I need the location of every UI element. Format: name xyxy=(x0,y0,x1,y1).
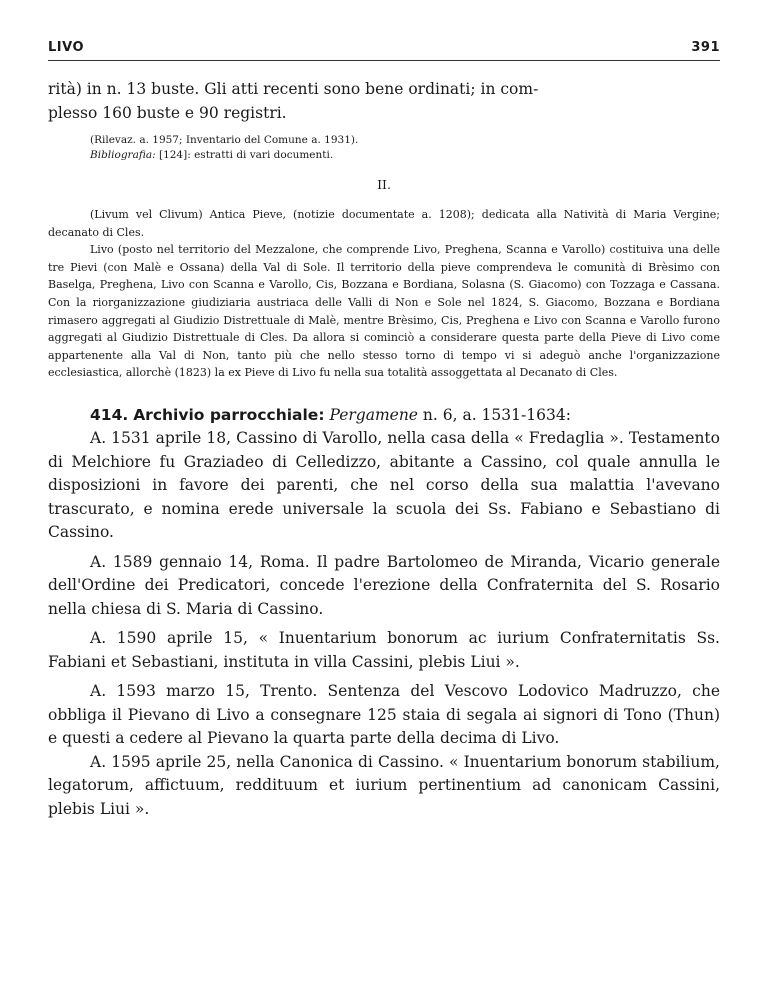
archive-summary: n. 6, a. 1531-1634: xyxy=(417,405,571,424)
archive-entry-1589: A. 1589 gennaio 14, Roma. Il padre Bartolomeo de Miranda, Vicario generale dell'Ordine dei Predicatori, concede l'erezione della Confraternita del S. Rosario nella chiesa di S. Maria di Cassino. xyxy=(48,552,720,618)
archive-entry-1531: A. 1531 aprile 18, Cassino di Varollo, nella casa della « Fredaglia ». Testamento di Melchiore fu Graziadeo di Celledizzo, abitante a Cassino, col quale annulla le disposizioni in favore dei parenti, che nel corso della sua malattia l'avevano trascurato, e nomina erede universale la scuola dei Ss. Fabiano e Sebastiano di Cassino. xyxy=(48,429,720,542)
section-ii-paragraph-2: Livo (posto nel territorio del Mezzalone, che comprende Livo, Preghena, Scanna e Varollo) costituiva una delle tre Pievi (con Malè e Ossana) della Val di Sole. Il territorio della pieve comprendeva le comunità di Brèsimo con Baselga, Preghena, Livo con Scanna e Varollo, Cis, Bozzana e Bordiana, Solasna (S. Giacomo) con Tozzaga e Cassana. Con la riorganizzazione giudiziaria austriaca delle Valli di Non e Sole nel 1824, S. Giacomo, Bozzana e Bordiana rimasero aggregati al Giudizio Distrettuale di Malè, mentre Brèsimo, Cis, Preghena e Livo con Scanna e Varollo furono aggregati al Giudizio Distrettuale di Cles. Da allora si cominciò a considerare questa parte della Pieve di Livo come appartenente alla Val di Non, tanto più che nello stesso torno di tempo vi si adeguò anche l'organizzazione ecclesiastica, allorchè (1823) la ex Pieve di Livo fu nella sua totalità assoggettata al Decanato di Cles. xyxy=(48,243,720,380)
bibliography-note xyxy=(90,148,720,163)
archive-number: 414. xyxy=(90,405,129,424)
bibliography-text: [124]: estratti di vari documenti. xyxy=(155,149,334,161)
archive-italic-term: Pergamene xyxy=(329,405,418,424)
intro-line-1: rità) in n. 13 buste. Gli atti recenti sono bene ordinati; in com- xyxy=(48,80,539,98)
section-ii-paragraph-1: (Livum vel Clivum) Antica Pieve, (notizie documentate a. 1208); dedicata alla Natività di Maria Vergine; decanato di Cles. xyxy=(48,208,720,239)
header-rule xyxy=(48,60,720,61)
section-heading-ii: II. xyxy=(377,177,391,192)
running-title: LIVO xyxy=(48,40,85,55)
archive-entry-1593: A. 1593 marzo 15, Trento. Sentenza del Vescovo Lodovico Madruzzo, che obbliga il Pievano di Livo a consegnare 125 staia di segala ai signori di Tono (Thun) e questi a cedere al Pievano la quarta parte della decima di Livo. xyxy=(48,682,720,748)
page-number: 391 xyxy=(691,40,720,55)
intro-line-2: plesso 160 buste e 90 registri. xyxy=(48,103,287,122)
running-header xyxy=(48,40,720,55)
bibliography-label: Bibliografia: xyxy=(90,149,156,161)
archive-label: Archivio parrocchiale: xyxy=(133,405,325,424)
archive-entry-1595: A. 1595 aprile 25, nella Canonica di Cassino. « Inuentarium bonorum stabilium, legatorum, affictuum, reddituum et iurium pertinentium ad canonicam Cassini, plebis Liui ». xyxy=(48,752,720,818)
source-note: (Rilevaz. a. 1957; Inventario del Comune a. 1931). xyxy=(90,134,359,146)
archive-heading xyxy=(48,404,720,428)
page-body xyxy=(48,78,720,821)
archive-entry-1590: A. 1590 aprile 15, « Inuentarium bonorum ac iurium Confraternitatis Ss. Fabiani et Sebastiani, instituta in villa Cassini, plebis Liui ». xyxy=(48,629,720,671)
